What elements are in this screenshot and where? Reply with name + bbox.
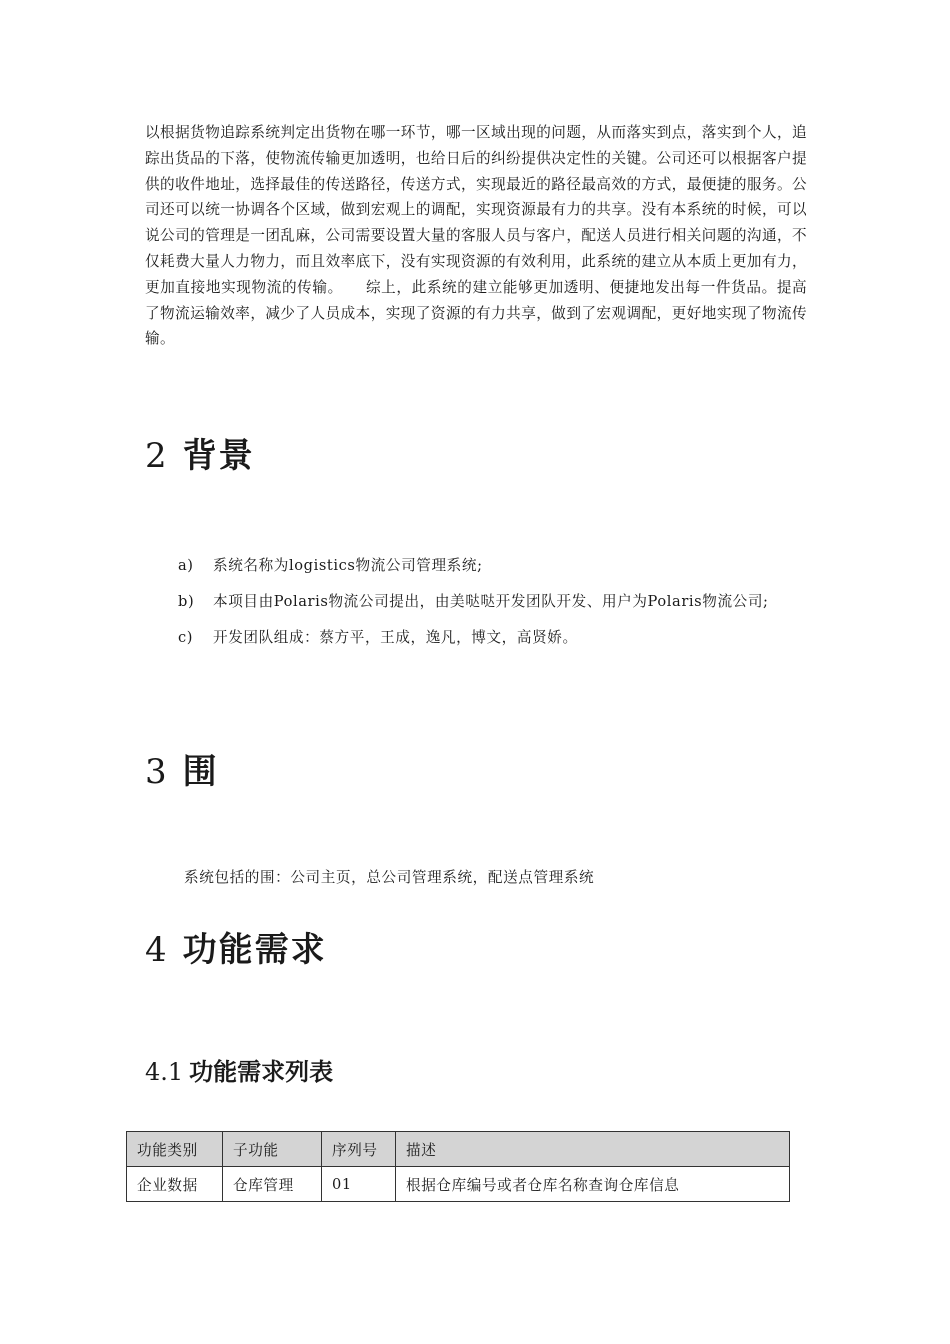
requirements-table xyxy=(126,1131,790,1202)
list-marker: c) xyxy=(178,629,194,646)
list-marker: a) xyxy=(178,557,194,574)
section-4-title: 功能需求 xyxy=(182,930,327,970)
section-3-heading xyxy=(145,744,219,793)
table-header-row xyxy=(127,1132,790,1167)
section-4-1-title: 功能需求列表 xyxy=(189,1057,334,1086)
list-item xyxy=(178,620,798,656)
table-cell: 企业数据 xyxy=(127,1167,223,1202)
table-cell: 根据仓库编号或者仓库名称查询仓库信息 xyxy=(396,1167,790,1202)
table-cell: 仓库管理 xyxy=(223,1167,322,1202)
table-row xyxy=(127,1167,790,1202)
section-3-number: 3 xyxy=(145,752,169,792)
column-header: 描述 xyxy=(396,1132,790,1167)
section-4-1-heading xyxy=(145,1052,333,1087)
list-item xyxy=(178,548,798,584)
intro-paragraph: 以根据货物追踪系统判定出货物在哪一环节，哪一区域出现的问题，从而落实到点，落实到个人，追踪出货品的下落，使物流传输更加透明，也给日后的纠纷提供决定性的关键。公司还可以根据客户提供的收件地址，选择最佳的传送路径，传送方式，实现最近的路径最高效的方式，最便捷的服务。公司还可以统一协调各个区域，做到宏观上的调配，实现资源最有力的共享。没有本系统的时候，可以说公司的管理是一团乱麻，公司需要设置大量的客服人员与客户，配送人员进行相关问题的沟通，不仅耗费大量人力物力，而且效率底下，没有实现资源的有效利用，此系统的建立从本质上更加有力，更加直接地实现物流的传输。 综上，此系统的建立能够更加透明、便捷地发出每一件货品。提高了物流运输效率，减少了人员成本，实现了资源的有力共享，做到了宏观调配，更好地实现了物流传输。 xyxy=(145,124,807,348)
background-list xyxy=(178,548,798,656)
column-header: 功能类别 xyxy=(127,1132,223,1167)
section-4-1-number: 4.1 xyxy=(145,1058,184,1086)
section-4-number: 4 xyxy=(145,930,169,970)
section-3-title: 围 xyxy=(182,752,219,792)
list-item-text: 本项目由Polaris物流公司提出，由美哒哒开发团队开发、用户为Polaris物流公司; xyxy=(213,593,769,610)
column-header: 序列号 xyxy=(322,1132,396,1167)
scope-text: 系统包括的围：公司主页，总公司管理系统，配送点管理系统 xyxy=(184,869,595,886)
table-cell: 01 xyxy=(322,1167,396,1202)
section-2-heading xyxy=(145,428,255,477)
column-header: 子功能 xyxy=(223,1132,322,1167)
section-4-heading xyxy=(145,922,327,971)
list-item xyxy=(178,584,798,620)
list-marker: b) xyxy=(178,593,195,610)
list-item-text: 系统名称为logistics物流公司管理系统; xyxy=(213,557,483,574)
list-item-text: 开发团队组成：蔡方平，王成，逸凡，博文，高贤娇。 xyxy=(213,629,578,646)
section-2-title: 背景 xyxy=(182,436,255,476)
section-2-number: 2 xyxy=(145,436,169,476)
